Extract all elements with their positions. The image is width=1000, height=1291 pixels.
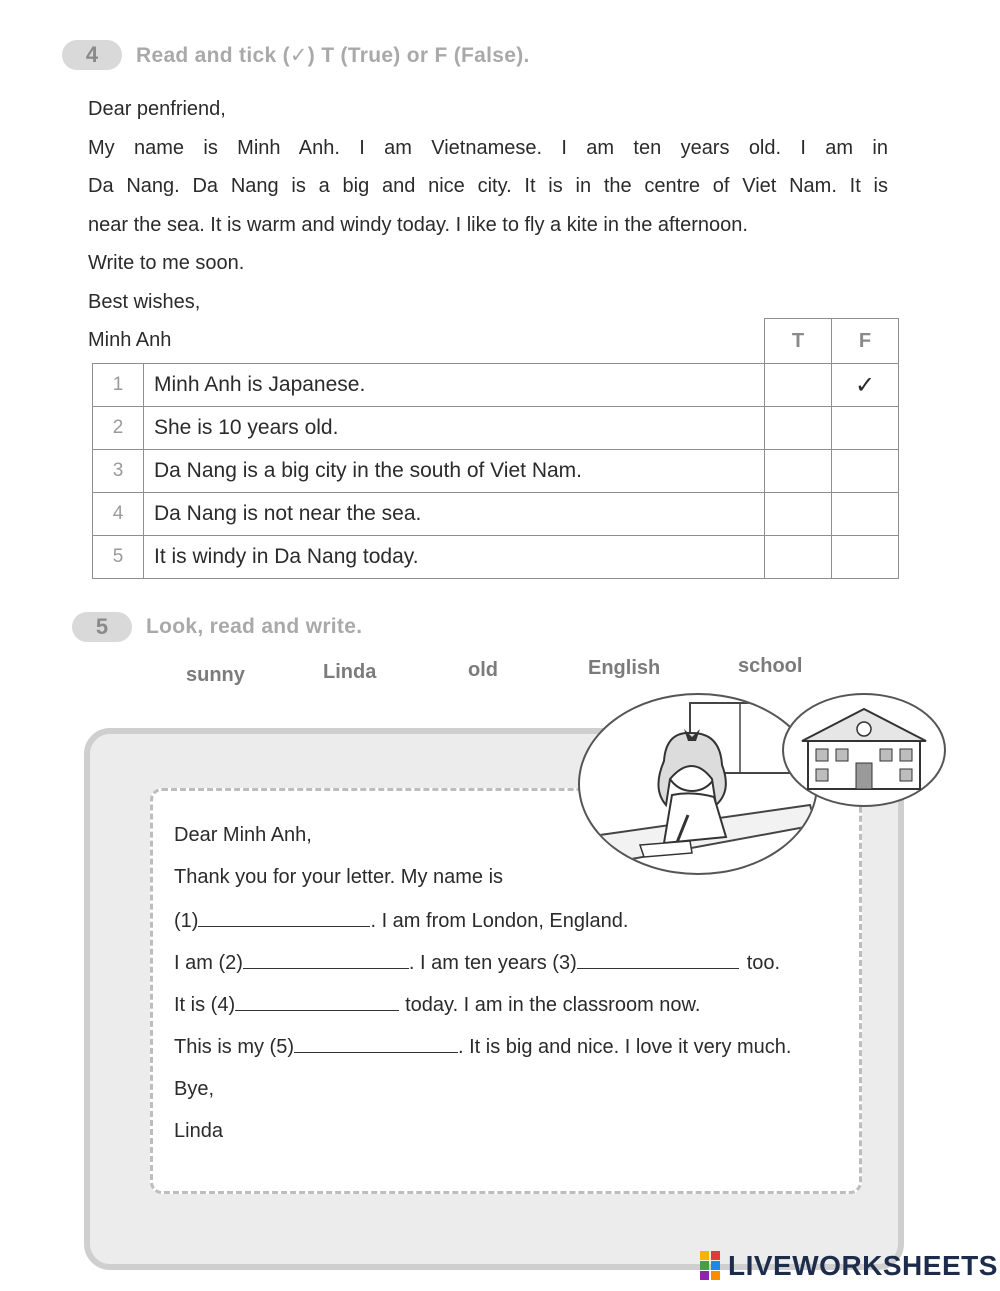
reply-line-4-start: It is (4): [174, 994, 236, 1016]
true-false-table: [92, 318, 899, 579]
blank-1-label: (1): [174, 910, 199, 932]
reply-line-2-rest: . I am from London, England.: [370, 910, 629, 932]
word-bank-item: school: [738, 655, 803, 677]
word-bank-item: Linda: [323, 661, 377, 683]
exercise-5-heading: [72, 612, 362, 642]
letter-line-4: Write to me soon.: [88, 252, 245, 274]
word-bank-item: sunny: [186, 664, 245, 686]
table-row: [93, 450, 899, 493]
row-number: 2: [93, 407, 144, 450]
girl-writing-illustration: [578, 693, 818, 875]
header-blank: [93, 319, 765, 364]
statement: It is windy in Da Nang today.: [144, 536, 765, 579]
table-row: [93, 536, 899, 579]
blank-4-input[interactable]: [235, 992, 399, 1011]
liveworksheets-logo-icon: [700, 1251, 720, 1281]
reply-line-4: [174, 992, 700, 1017]
brand-name: LIVEWORKSHEETS: [728, 1250, 998, 1281]
false-checkbox[interactable]: [832, 407, 899, 450]
blank-2-input[interactable]: [243, 950, 409, 969]
false-checkbox[interactable]: ✓: [832, 364, 899, 407]
row-number: 3: [93, 450, 144, 493]
table-header-row: [93, 319, 899, 364]
school-illustration: [782, 693, 946, 807]
row-number: 1: [93, 364, 144, 407]
blank-3-input[interactable]: [577, 950, 739, 969]
reply-line-3-end: too.: [746, 952, 781, 974]
word-bank-item: English: [588, 657, 661, 679]
letter-signature: Minh Anh: [88, 329, 172, 351]
letter-line-3: near the sea. It is warm and windy today. I like to fly a kite in the afternoon.: [88, 213, 748, 236]
exercise-4-badge: [62, 40, 122, 70]
reply-greeting: Dear Minh Anh,: [174, 824, 312, 846]
exercise-5-badge: [72, 612, 132, 642]
table-row: [93, 407, 899, 450]
blank-1-input[interactable]: [198, 908, 370, 927]
letter-line-2: Da Nang. Da Nang is a big and nice city. It is in the centre of Viet Nam. It is: [88, 175, 888, 197]
exercise-4-instruction: Read and tick (✓) T (True) or F (False).: [136, 43, 530, 67]
table-row: [93, 493, 899, 536]
reply-line-2: [174, 908, 628, 933]
exercise-5-instruction: Look, read and write.: [146, 615, 363, 638]
letter-greeting: Dear penfriend,: [88, 98, 226, 120]
true-checkbox[interactable]: [765, 450, 832, 493]
reply-line-1: Thank you for your letter. My name is: [174, 866, 504, 888]
girl-writing-drawing: [580, 695, 816, 873]
statement: She is 10 years old.: [144, 407, 765, 450]
reply-line-3: [174, 950, 780, 975]
false-checkbox[interactable]: [832, 450, 899, 493]
reply-bye: Bye,: [174, 1078, 215, 1100]
statement: Da Nang is not near the sea.: [144, 493, 765, 536]
reply-signature: Linda: [174, 1120, 223, 1142]
liveworksheets-brand: [700, 1250, 998, 1282]
exercise-5-number: 5: [95, 614, 109, 639]
reply-line-3-mid: . I am ten years (3): [408, 952, 577, 974]
reply-line-4-end: today. I am in the classroom now.: [405, 994, 701, 1016]
letter-line-1: My name is Minh Anh. I am Vietnamese. I am ten years old. I am in: [88, 136, 888, 159]
blank-5-input[interactable]: [294, 1034, 458, 1053]
statement: Da Nang is a big city in the south of Viet Nam.: [144, 450, 765, 493]
school-drawing: [784, 695, 944, 805]
false-checkbox[interactable]: [832, 493, 899, 536]
reply-line-3-start: I am (2): [174, 952, 243, 974]
table-row: [93, 364, 899, 407]
reply-line-5-start: This is my (5): [174, 1036, 294, 1058]
true-checkbox[interactable]: [765, 536, 832, 579]
exercise-4-number: 4: [85, 42, 99, 67]
exercise-4-heading: [62, 40, 530, 70]
true-checkbox[interactable]: [765, 407, 832, 450]
reply-line-5-end: . It is big and nice. I love it very much.: [458, 1036, 792, 1058]
column-true-header: T: [765, 319, 832, 364]
false-checkbox[interactable]: [832, 536, 899, 579]
column-false-header: F: [832, 319, 899, 364]
true-checkbox[interactable]: [765, 364, 832, 407]
letter-closing: Best wishes,: [88, 290, 201, 313]
word-bank-item: old: [468, 659, 498, 681]
row-number: 5: [93, 536, 144, 579]
true-checkbox[interactable]: [765, 493, 832, 536]
statement: Minh Anh is Japanese.: [144, 364, 765, 407]
row-number: 4: [93, 493, 144, 536]
reply-line-5: [174, 1034, 791, 1059]
